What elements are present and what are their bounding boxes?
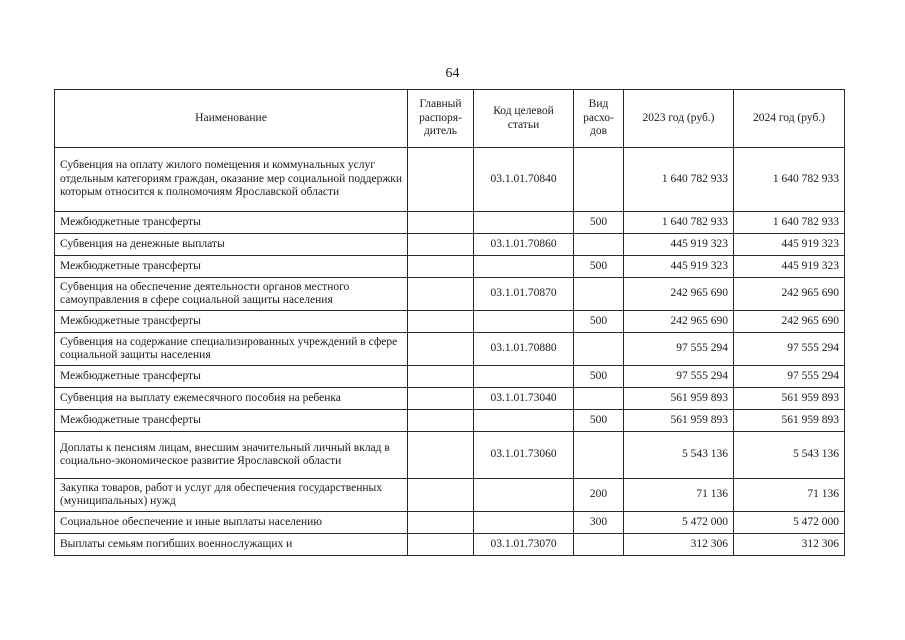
table-header-row (55, 90, 845, 148)
cell-name: Субвенция на содержание специализированных учреждений в сфере социальной защиты населения (55, 333, 408, 366)
cell-name: Выплаты семьям погибших военнослужащих и (55, 534, 408, 556)
cell-code: 03.1.01.73060 (474, 432, 574, 479)
cell-2023: 5 543 136 (624, 432, 734, 479)
cell-name: Субвенция на обеспечение деятельности органов местного самоуправления в сфере социальной защиты населения (55, 278, 408, 311)
table-row (55, 366, 845, 388)
cell-name: Межбюджетные трансферты (55, 212, 408, 234)
cell-code: 03.1.01.70860 (474, 234, 574, 256)
page-number: 64 (445, 66, 460, 81)
table-row (55, 410, 845, 432)
cell-code: 03.1.01.70880 (474, 333, 574, 366)
cell-kind: 500 (574, 410, 624, 432)
table-row (55, 256, 845, 278)
cell-admin (408, 256, 474, 278)
cell-name: Доплаты к пенсиям лицам, внесшим значительный личный вклад в социально-экономическое развитие Ярославской области (55, 432, 408, 479)
cell-kind: 300 (574, 512, 624, 534)
cell-admin (408, 534, 474, 556)
cell-kind (574, 432, 624, 479)
cell-2024: 1 640 782 933 (734, 148, 845, 212)
cell-code (474, 212, 574, 234)
cell-code: 03.1.01.70870 (474, 278, 574, 311)
cell-2024: 561 959 893 (734, 410, 845, 432)
cell-2023: 242 965 690 (624, 278, 734, 311)
cell-name: Субвенция на оплату жилого помещения и коммунальных услуг отдельным категориям граждан, оказание мер социальной поддержки которым относится к полномочиям Ярославской области (55, 148, 408, 212)
cell-2023: 445 919 323 (624, 234, 734, 256)
cell-kind: 500 (574, 366, 624, 388)
cell-code (474, 366, 574, 388)
cell-2024: 1 640 782 933 (734, 212, 845, 234)
cell-2024: 5 543 136 (734, 432, 845, 479)
column-header-2023: 2023 год (руб.) (624, 90, 734, 148)
cell-admin (408, 512, 474, 534)
cell-2024: 445 919 323 (734, 234, 845, 256)
cell-admin (408, 366, 474, 388)
column-header-admin: Главный распоря-дитель (408, 90, 474, 148)
cell-code (474, 256, 574, 278)
cell-admin (408, 311, 474, 333)
cell-2024: 71 136 (734, 479, 845, 512)
cell-2023: 97 555 294 (624, 333, 734, 366)
cell-kind (574, 278, 624, 311)
cell-2024: 242 965 690 (734, 278, 845, 311)
cell-name: Межбюджетные трансферты (55, 366, 408, 388)
cell-2023: 312 306 (624, 534, 734, 556)
cell-code (474, 311, 574, 333)
table-row (55, 432, 845, 479)
cell-2023: 445 919 323 (624, 256, 734, 278)
table-row (55, 534, 845, 556)
cell-kind: 500 (574, 212, 624, 234)
column-header-2024: 2024 год (руб.) (734, 90, 845, 148)
cell-2023: 71 136 (624, 479, 734, 512)
cell-name: Межбюджетные трансферты (55, 256, 408, 278)
cell-code (474, 410, 574, 432)
table-row (55, 388, 845, 410)
cell-admin (408, 432, 474, 479)
cell-kind: 500 (574, 311, 624, 333)
cell-code: 03.1.01.70840 (474, 148, 574, 212)
cell-2023: 1 640 782 933 (624, 212, 734, 234)
table-row (55, 212, 845, 234)
cell-kind: 500 (574, 256, 624, 278)
cell-2024: 5 472 000 (734, 512, 845, 534)
table-row (55, 311, 845, 333)
cell-2023: 1 640 782 933 (624, 148, 734, 212)
budget-table (54, 89, 845, 556)
cell-kind: 200 (574, 479, 624, 512)
cell-kind (574, 234, 624, 256)
cell-name: Субвенция на выплату ежемесячного пособия на ребенка (55, 388, 408, 410)
cell-name: Субвенция на денежные выплаты (55, 234, 408, 256)
column-header-code: Код целевой статьи (474, 90, 574, 148)
cell-kind (574, 148, 624, 212)
cell-admin (408, 410, 474, 432)
cell-admin (408, 278, 474, 311)
cell-2023: 242 965 690 (624, 311, 734, 333)
column-header-kind: Вид расхо-дов (574, 90, 624, 148)
cell-name: Межбюджетные трансферты (55, 410, 408, 432)
table-row (55, 234, 845, 256)
table-row (55, 278, 845, 311)
table-row (55, 333, 845, 366)
table-row (55, 148, 845, 212)
column-header-name: Наименование (55, 90, 408, 148)
cell-2023: 561 959 893 (624, 388, 734, 410)
cell-2024: 561 959 893 (734, 388, 845, 410)
table-row (55, 479, 845, 512)
cell-2023: 5 472 000 (624, 512, 734, 534)
cell-admin (408, 148, 474, 212)
cell-2024: 97 555 294 (734, 333, 845, 366)
cell-code: 03.1.01.73040 (474, 388, 574, 410)
cell-kind (574, 333, 624, 366)
cell-admin (408, 234, 474, 256)
cell-admin (408, 388, 474, 410)
cell-kind (574, 534, 624, 556)
cell-2024: 97 555 294 (734, 366, 845, 388)
cell-kind (574, 388, 624, 410)
cell-code (474, 512, 574, 534)
cell-code: 03.1.01.73070 (474, 534, 574, 556)
cell-name: Межбюджетные трансферты (55, 311, 408, 333)
cell-admin (408, 479, 474, 512)
cell-code (474, 479, 574, 512)
cell-2023: 97 555 294 (624, 366, 734, 388)
cell-2024: 312 306 (734, 534, 845, 556)
cell-2023: 561 959 893 (624, 410, 734, 432)
cell-admin (408, 333, 474, 366)
cell-2024: 242 965 690 (734, 311, 845, 333)
cell-name: Закупка товаров, работ и услуг для обеспечения государственных (муниципальных) нужд (55, 479, 408, 512)
cell-admin (408, 212, 474, 234)
table-row (55, 512, 845, 534)
cell-2024: 445 919 323 (734, 256, 845, 278)
cell-name: Социальное обеспечение и иные выплаты населению (55, 512, 408, 534)
